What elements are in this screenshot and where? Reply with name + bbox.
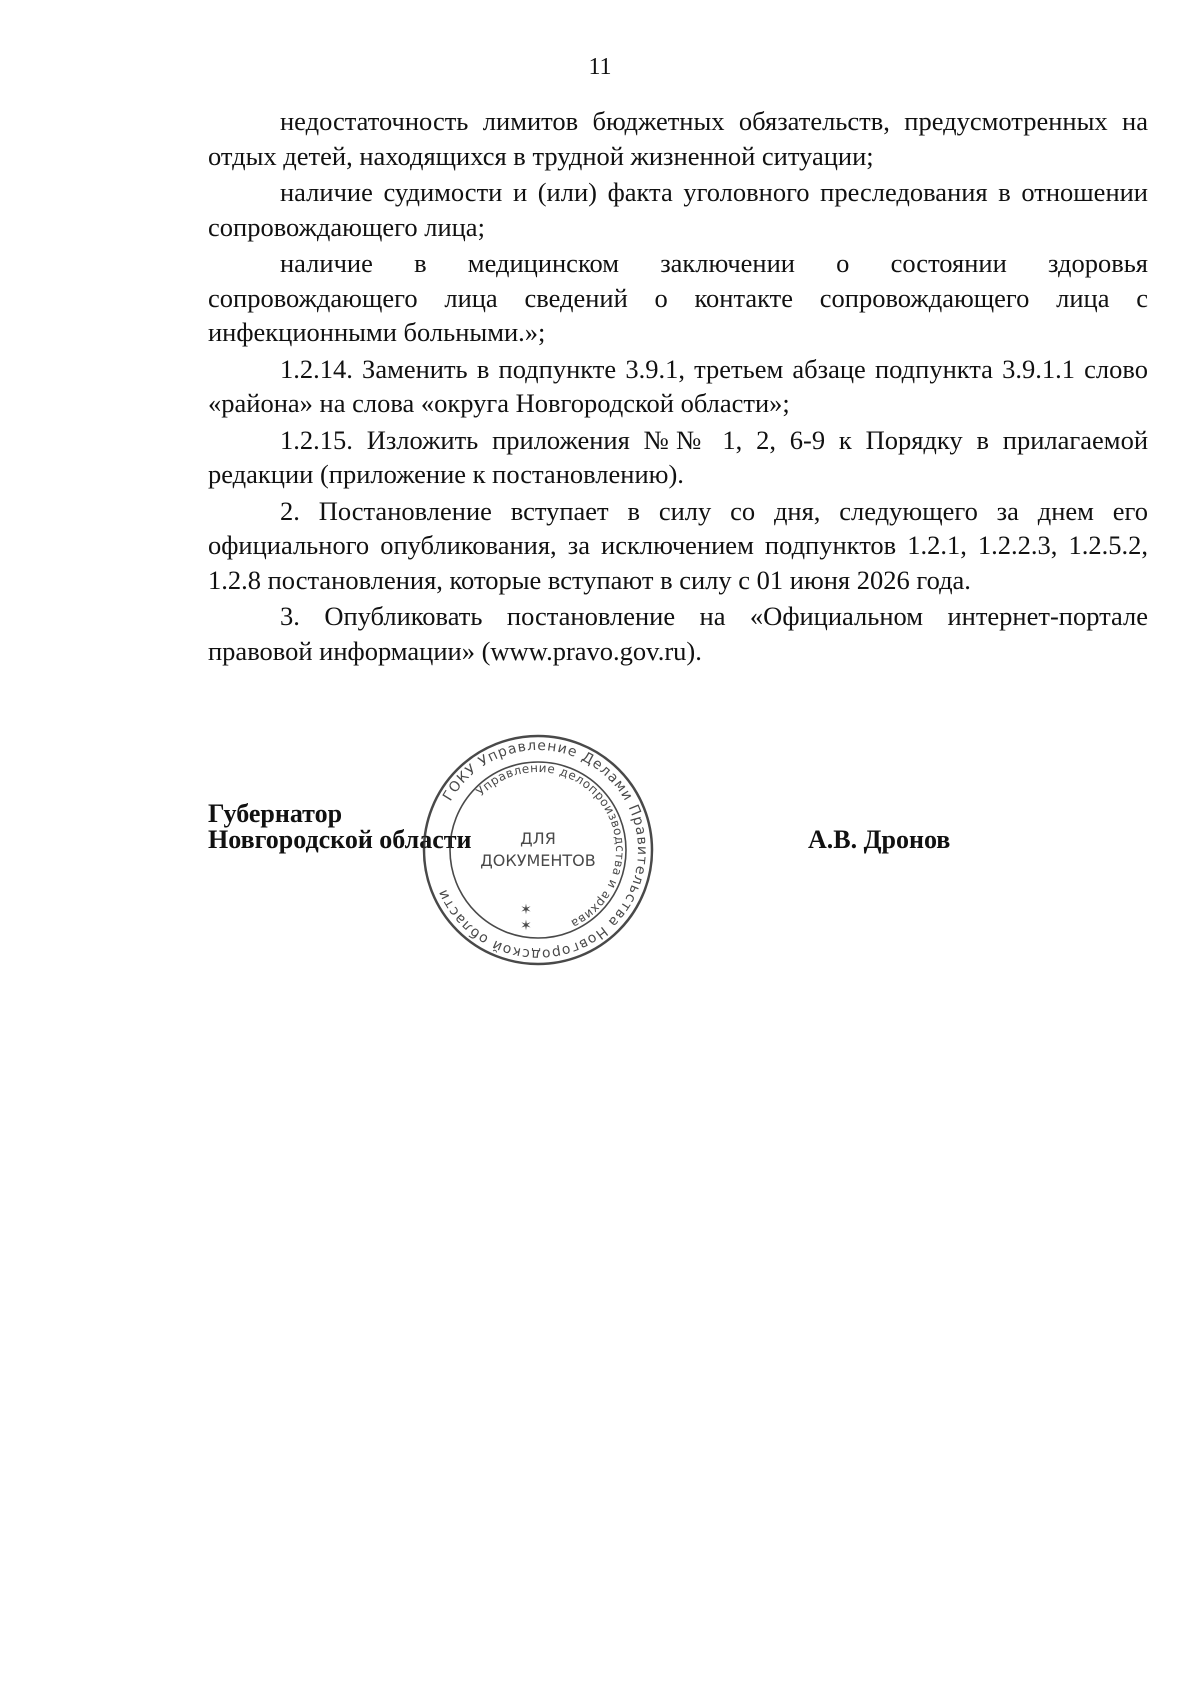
signatory-region: Новгородской области	[208, 825, 472, 854]
paragraph-limits: недостаточность лимитов бюджетных обязательств, предусмотренных на отдых детей, находящихся в трудной жизненной ситуации;	[208, 106, 1148, 171]
official-seal-stamp	[418, 730, 658, 970]
seal-center-line-2: ДОКУМЕНТОВ	[480, 851, 596, 870]
paragraph-criminal-record: наличие судимости и (или) факта уголовного преследования в отношении сопровождающего лица;	[208, 177, 1148, 242]
paragraph-medical-conclusion: наличие в медицинском заключении о состоянии здоровья сопровождающего лица сведений о контакте сопровождающего лица с инфекционными больными.»;	[208, 248, 1148, 347]
seal-center-line-1: ДЛЯ	[520, 829, 556, 848]
document-body	[208, 104, 1148, 670]
seal-star-icon: ✶	[520, 902, 532, 918]
signatory-title: Губернатор	[208, 799, 343, 828]
page-number: 11	[588, 54, 612, 80]
seal-inner-text: Управление делопроизводства и архива	[473, 760, 628, 932]
paragraph-3-publish: 3. Опубликовать постановление на «Официальном интернет-портале правовой информации» (www.pravo.gov.ru).	[208, 601, 1148, 666]
seal-star-icon: ✶	[520, 918, 532, 934]
paragraph-1-2-15: 1.2.15. Изложить приложения №№ 1, 2, 6-9 к Порядку в прилагаемой редакции (приложение к постановлению).	[208, 424, 1148, 489]
paragraph-2-effective-date: 2. Постановление вступает в силу со дня, следующего за днем его официального опубликования, за исключением подпунктов 1.2.1, 1.2.2.3, 1.2.5.2, 1.2.8 постановления, которые вступают в силу с 01 июня 2026 года.	[208, 495, 1148, 595]
seal-outer-text: ГОКУ Управление Делами Правительства Новгородской области	[434, 737, 651, 963]
paragraph-1-2-14: 1.2.14. Заменить в подпункте 3.9.1, третьем абзаце подпункта 3.9.1.1 слово «района» на слова «округа Новгородской области»;	[208, 353, 1148, 418]
signatory-name: А.В. Дронов	[808, 825, 951, 854]
